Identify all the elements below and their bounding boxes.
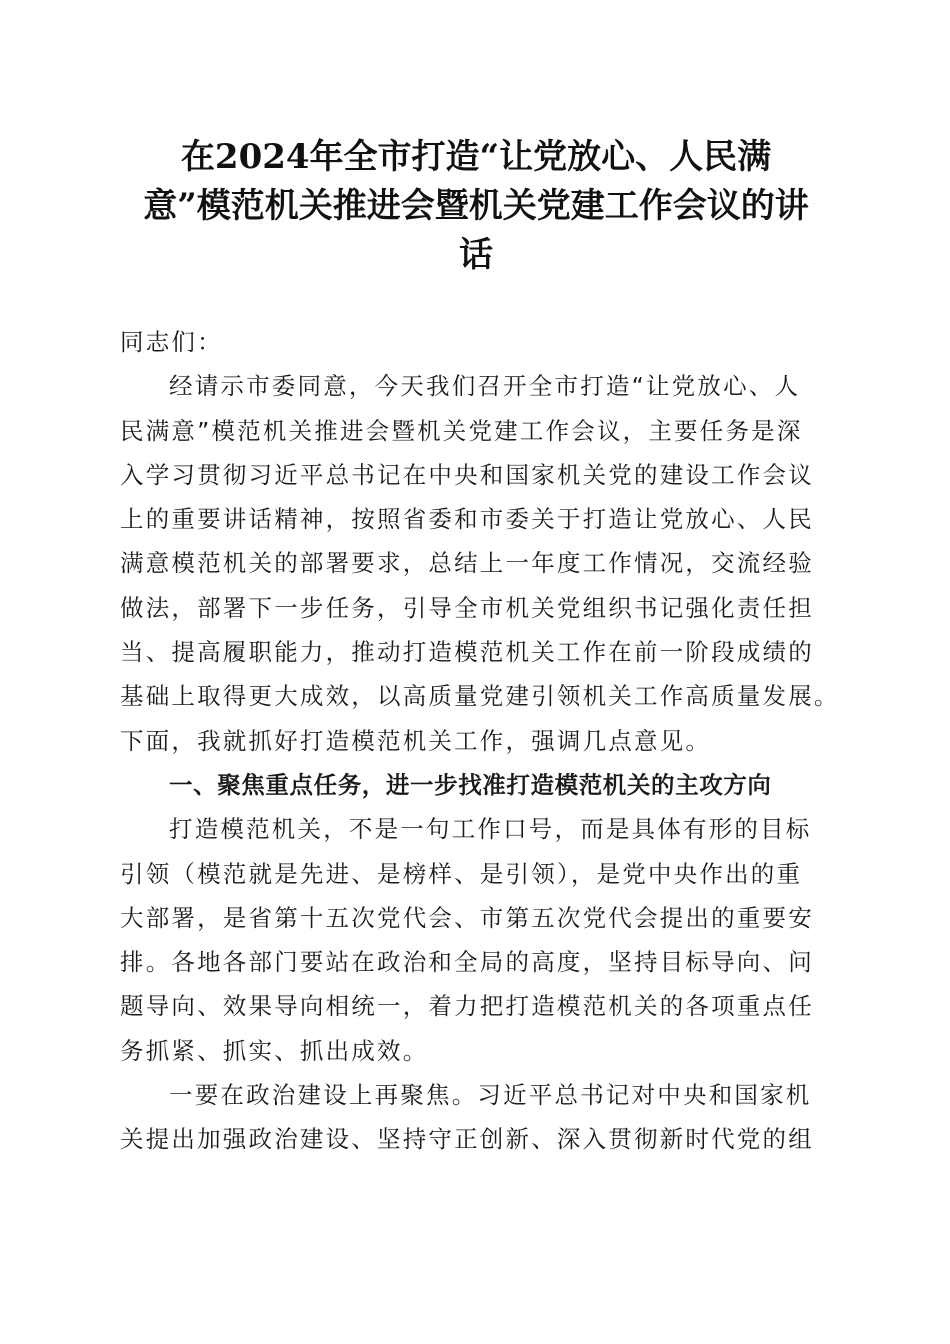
- title-line: 话: [459, 235, 493, 275]
- paragraph-line: 大部署，是省第十五次党代会、市第五次党代会提出的重要安: [120, 903, 814, 932]
- salutation: 同志们：: [120, 328, 223, 356]
- paragraph-line: 打造模范机关，不是一句工作口号，而是具体有形的目标: [169, 815, 812, 844]
- paragraph-line: 题导向、效果导向相统一，着力把打造模范机关的各项重点任: [120, 992, 814, 1021]
- paragraph-line: 一要在政治建设上再聚焦。习近平总书记对中央和国家机: [169, 1081, 812, 1110]
- paragraph-line: 经请示市委同意，今天我们召开全市打造“让党放心、人: [169, 372, 801, 401]
- paragraph-line: 基础上取得更大成效，以高质量党建引领机关工作高质量发展。: [120, 682, 840, 711]
- paragraph-line: 民满意”模范机关推进会暨机关党建工作会议，主要任务是深: [120, 416, 803, 445]
- document-body: [120, 320, 840, 1162]
- paragraph-line: 排。各地各部门要站在政治和全局的高度，坚持目标导向、问: [120, 948, 814, 977]
- paragraph-line: 入学习贯彻习近平总书记在中央和国家机关党的建设工作会议: [120, 460, 814, 489]
- paragraph-3: [120, 1073, 840, 1162]
- paragraph-1: [120, 364, 840, 763]
- title-line: 在2024年全市打造“让党放心、人民满: [180, 137, 772, 177]
- paragraph-line: 当、提高履职能力，推动打造模范机关工作在前一阶段成绩的: [120, 638, 814, 667]
- paragraph-line: 关提出加强政治建设、坚持守正创新、深入贯彻新时代党的组: [120, 1125, 814, 1154]
- paragraph-line: 做法，部署下一步任务，引导全市机关党组织书记强化责任担: [120, 593, 814, 622]
- paragraph-line: 下面，我就抓好打造模范机关工作，强调几点意见。: [120, 726, 712, 755]
- document-title: [120, 133, 832, 280]
- paragraph-2: [120, 807, 840, 1073]
- title-line: 意”模范机关推进会暨机关党建工作会议的讲: [143, 186, 809, 226]
- paragraph-line: 务抓紧、抓实、抓出成效。: [120, 1036, 429, 1065]
- paragraph-line: 上的重要讲话精神，按照省委和市委关于打造让党放心、人民: [120, 505, 814, 534]
- paragraph-line: 满意模范机关的部署要求，总结上一年度工作情况，交流经验: [120, 549, 814, 578]
- paragraph-line: 引领（模范就是先进、是榜样、是引领），是党中央作出的重: [120, 859, 803, 888]
- section-heading: 一、聚焦重点任务，进一步找准打造模范机关的主攻方向: [169, 770, 772, 799]
